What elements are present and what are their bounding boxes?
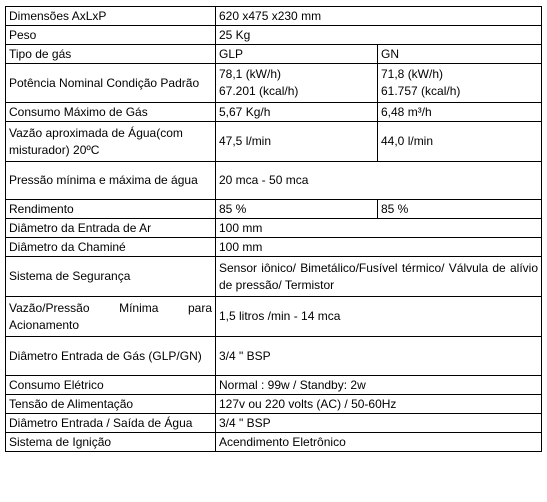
row-label: Rendimento [6, 200, 216, 219]
spec-table-container [5, 6, 542, 452]
row-label: Pressão mínima e máxima de água [6, 162, 216, 200]
table-row [6, 26, 542, 45]
row-value: Acendimento Eletrônico [216, 433, 542, 452]
row-label: Vazão aproximada de Água(com misturador) 20ºC [6, 122, 216, 162]
table-row [6, 238, 542, 257]
glp-value: 47,5 l/min [216, 122, 378, 162]
gn-value: 85 % [378, 200, 542, 219]
table-row [6, 7, 542, 26]
row-label: Sistema de Ignição [6, 433, 216, 452]
row-value: 20 mca - 50 mca [216, 162, 542, 200]
row-value: 1,5 litros /min - 14 mca [216, 297, 542, 337]
gn-value: 6,48 m³/h [378, 103, 542, 122]
row-label: Potência Nominal Condição Padrão [6, 64, 216, 103]
table-row [6, 122, 542, 162]
glp-value: 85 % [216, 200, 378, 219]
table-row [6, 376, 542, 395]
table-row [6, 103, 542, 122]
gn-value: GN [378, 45, 542, 64]
row-label: Diâmetro Entrada / Saída de Água [6, 414, 216, 433]
table-row [6, 45, 542, 64]
glp-value: 78,1 (kW/h) 67.201 (kcal/h) [216, 64, 378, 103]
table-row [6, 257, 542, 297]
glp-value: 5,67 Kg/h [216, 103, 378, 122]
row-value: 620 x475 x230 mm [216, 7, 542, 26]
spec-table [5, 6, 542, 452]
row-label: Diâmetro da Entrada de Ar [6, 219, 216, 238]
table-row [6, 414, 542, 433]
table-row [6, 297, 542, 337]
row-value: 25 Kg [216, 26, 542, 45]
row-label: Dimensões AxLxP [6, 7, 216, 26]
row-value: 100 mm [216, 238, 542, 257]
row-value: 3/4 " BSP [216, 337, 542, 376]
row-label: Vazão/Pressão Mínima para Acionamento [6, 297, 216, 337]
row-label: Consumo Máximo de Gás [6, 103, 216, 122]
row-label: Peso [6, 26, 216, 45]
gn-value: 44,0 l/min [378, 122, 542, 162]
row-label: Sistema de Segurança [6, 257, 216, 297]
row-value: 3/4 " BSP [216, 414, 542, 433]
row-value: 127v ou 220 volts (AC) / 50-60Hz [216, 395, 542, 414]
table-row [6, 337, 542, 376]
table-row [6, 162, 542, 200]
table-row [6, 219, 542, 238]
row-value: Normal : 99w / Standby: 2w [216, 376, 542, 395]
table-row [6, 64, 542, 103]
row-label: Tensão de Alimentação [6, 395, 216, 414]
table-row [6, 395, 542, 414]
row-label: Diâmetro da Chaminé [6, 238, 216, 257]
table-row [6, 433, 542, 452]
row-label: Consumo Elétrico [6, 376, 216, 395]
row-label: Tipo de gás [6, 45, 216, 64]
row-value: 100 mm [216, 219, 542, 238]
table-row [6, 200, 542, 219]
glp-value: GLP [216, 45, 378, 64]
row-value: Sensor iônico/ Bimetálico/Fusível térmico/ Válvula de alívio de pressão/ Termistor [216, 257, 542, 297]
row-label: Diâmetro Entrada de Gás (GLP/GN) [6, 337, 216, 376]
gn-value: 71,8 (kW/h) 61.757 (kcal/h) [378, 64, 542, 103]
